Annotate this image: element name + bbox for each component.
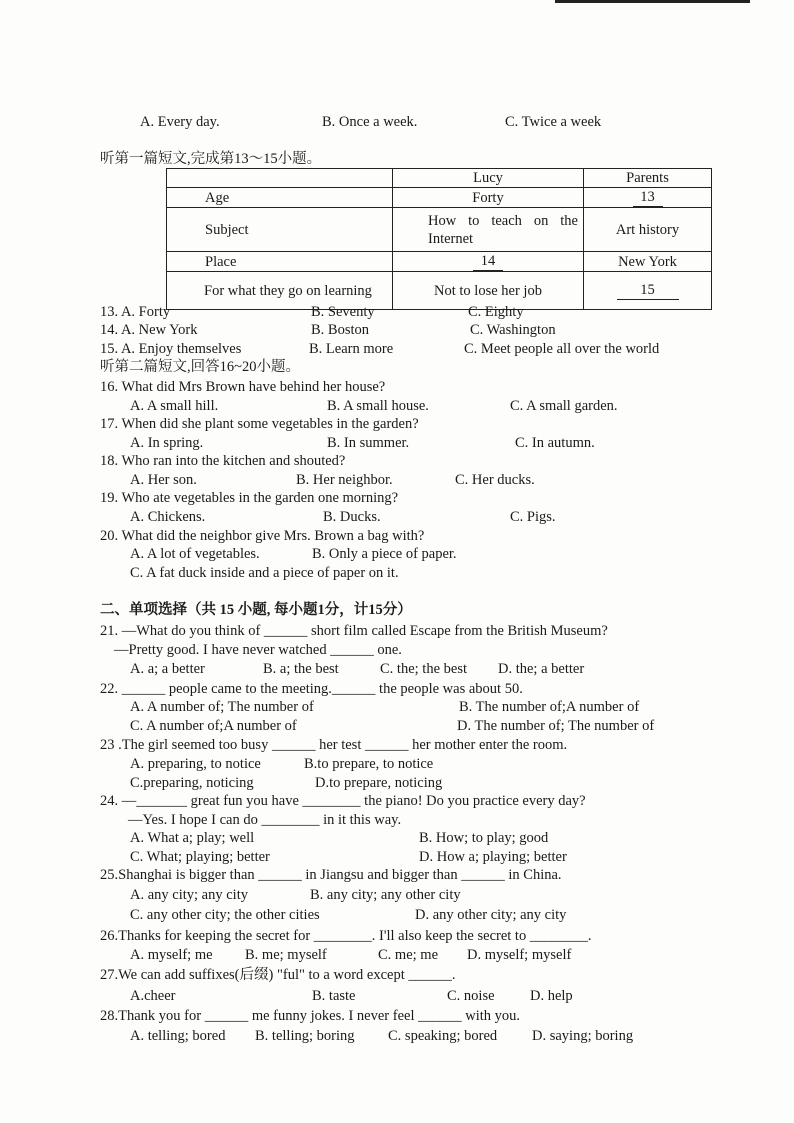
passage2-header: 听第二篇短文,回答16~20小题。: [100, 359, 300, 375]
q24-option-b: B. How; to play; good: [419, 830, 549, 846]
q22-option-c: C. A number of;A number of: [130, 718, 297, 734]
q13-option-b: B. Seventy: [311, 304, 375, 320]
q15-option-b: B. Learn more: [309, 341, 394, 357]
q24-stem-2: —Yes. I hope I can do ________ in it this way.: [128, 812, 402, 828]
q23-option-a: A. preparing, to notice: [130, 756, 261, 772]
q16-option-a: A. A small hill.: [130, 398, 219, 414]
q25-option-c: C. any other city; the other cities: [130, 907, 320, 923]
q28-option-a: A. telling; bored: [130, 1028, 226, 1044]
q28-option-c: C. speaking; bored: [388, 1028, 498, 1044]
table-cell: [584, 188, 712, 208]
q14-option-a: 14. A. New York: [100, 322, 198, 338]
q21-option-c: C. the; the best: [380, 661, 467, 677]
q21-stem-2: —Pretty good. I have never watched ______ one.: [114, 642, 402, 658]
q20-stem: 20. What did the neighbor give Mrs. Brown a bag with?: [100, 528, 425, 544]
q17-option-c: C. In autumn.: [515, 435, 595, 451]
info-table: [166, 168, 712, 310]
section2-header: 二、单项选择（共 15 小题, 每小题1分，计15分）: [100, 602, 412, 618]
q16-option-b: B. A small house.: [327, 398, 429, 414]
q18-stem: 18. Who ran into the kitchen and shouted?: [100, 453, 346, 469]
q15-option-a: 15. A. Enjoy themselves: [100, 341, 242, 357]
q26-option-b: B. me; myself: [245, 947, 327, 963]
q22-option-d: D. The number of; The number of: [457, 718, 655, 734]
q23-stem: 23 .The girl seemed too busy ______ her test ______ her mother enter the room.: [100, 737, 568, 753]
q18-option-a: A. Her son.: [130, 472, 197, 488]
q13-option-c: C. Eighty: [468, 304, 524, 320]
passage1-header: 听第一篇短文,完成第13～15小题。: [100, 151, 322, 167]
q20-option-b: B. Only a piece of paper.: [312, 546, 457, 562]
q24-option-c: C. What; playing; better: [130, 849, 270, 865]
q12-option-c: C. Twice a week: [505, 114, 602, 130]
table-cell: [393, 252, 584, 272]
q17-stem: 17. When did she plant some vegetables in the garden?: [100, 416, 419, 432]
q12-option-b: B. Once a week.: [322, 114, 418, 130]
q27-option-d: D. help: [530, 988, 573, 1004]
q24-stem: 24. —_______ great fun you have ________ the piano! Do you practice every day?: [100, 793, 586, 809]
q27-option-a: A.cheer: [130, 988, 176, 1004]
q19-option-b: B. Ducks.: [323, 509, 381, 525]
answer-blank-15[interactable]: 15: [617, 281, 679, 300]
top-border-line: [555, 0, 750, 3]
table-cell: [584, 272, 712, 310]
table-cell: Not to lose her job: [393, 272, 584, 310]
q27-stem: 27.We can add suffixes(后缀) "ful" to a word except ______.: [100, 967, 456, 983]
q17-option-b: B. In summer.: [327, 435, 410, 451]
q16-stem: 16. What did Mrs Brown have behind her house?: [100, 379, 386, 395]
q23-option-d: D.to prepare, noticing: [315, 775, 443, 791]
q25-stem: 25.Shanghai is bigger than ______ in Jiangsu and bigger than ______ in China.: [100, 867, 562, 883]
q20-option-c: C. A fat duck inside and a piece of paper on it.: [130, 565, 399, 581]
q19-option-a: A. Chickens.: [130, 509, 206, 525]
q21-stem: 21. —What do you think of ______ short film called Escape from the British Museum?: [100, 623, 608, 639]
table-cell: New York: [584, 252, 712, 272]
q14-option-c: C. Washington: [470, 322, 556, 338]
table-header-parents: Parents: [584, 169, 712, 188]
table-row-label-text: For what they go on learning: [204, 282, 372, 299]
q26-option-a: A. myself; me: [130, 947, 213, 963]
q19-option-c: C. Pigs.: [510, 509, 556, 525]
q28-stem: 28.Thank you for ______ me funny jokes. I never feel ______ with you.: [100, 1008, 521, 1024]
table-cell: Forty: [393, 188, 584, 208]
table-row-label: Age: [167, 188, 393, 208]
q22-stem: 22. ______ people came to the meeting.______ the people was about 50.: [100, 681, 523, 697]
q18-option-b: B. Her neighbor.: [296, 472, 393, 488]
answer-blank-14[interactable]: 14: [473, 252, 503, 271]
q25-option-a: A. any city; any city: [130, 887, 248, 903]
q28-option-b: B. telling; boring: [255, 1028, 355, 1044]
q25-option-d: D. any other city; any city: [415, 907, 567, 923]
q19-stem: 19. Who ate vegetables in the garden one morning?: [100, 490, 399, 506]
q21-option-d: D. the; a better: [498, 661, 585, 677]
q27-option-b: B. taste: [312, 988, 356, 1004]
q26-option-c: C. me; me: [378, 947, 439, 963]
answer-blank-13[interactable]: 13: [633, 188, 663, 207]
q13-option-a: 13. A. Forty: [100, 304, 171, 320]
q17-option-a: A. In spring.: [130, 435, 204, 451]
q28-option-d: D. saying; boring: [532, 1028, 634, 1044]
q24-option-d: D. How a; playing; better: [419, 849, 567, 865]
q25-option-b: B. any city; any other city: [310, 887, 461, 903]
q16-option-c: C. A small garden.: [510, 398, 618, 414]
q22-option-a: A. A number of; The number of: [130, 699, 314, 715]
q24-option-a: A. What a; play; well: [130, 830, 255, 846]
table-row-label: Place: [167, 252, 393, 272]
q23-option-c: C.preparing, noticing: [130, 775, 254, 791]
q15-option-c: C. Meet people all over the world: [464, 341, 660, 357]
q21-option-a: A. a; a better: [130, 661, 205, 677]
q20-option-a: A. A lot of vegetables.: [130, 546, 260, 562]
q26-stem: 26.Thanks for keeping the secret for ________. I'll also keep the secret to ________.: [100, 928, 592, 944]
q26-option-d: D. myself; myself: [467, 947, 572, 963]
table-cell: [393, 208, 584, 252]
q23-option-b: B.to prepare, to notice: [304, 756, 434, 772]
q27-option-c: C. noise: [447, 988, 495, 1004]
table-cell: Art history: [584, 208, 712, 252]
q18-option-c: C. Her ducks.: [455, 472, 535, 488]
q14-option-b: B. Boston: [311, 322, 370, 338]
q22-option-b: B. The number of;A number of: [459, 699, 640, 715]
table-header-lucy: Lucy: [393, 169, 584, 188]
q21-option-b: B. a; the best: [263, 661, 339, 677]
table-header-empty: [167, 169, 393, 188]
q12-option-a: A. Every day.: [140, 114, 220, 130]
table-row-label: Subject: [167, 208, 393, 252]
table-cell-text: How to teach on the Internet: [428, 212, 578, 247]
